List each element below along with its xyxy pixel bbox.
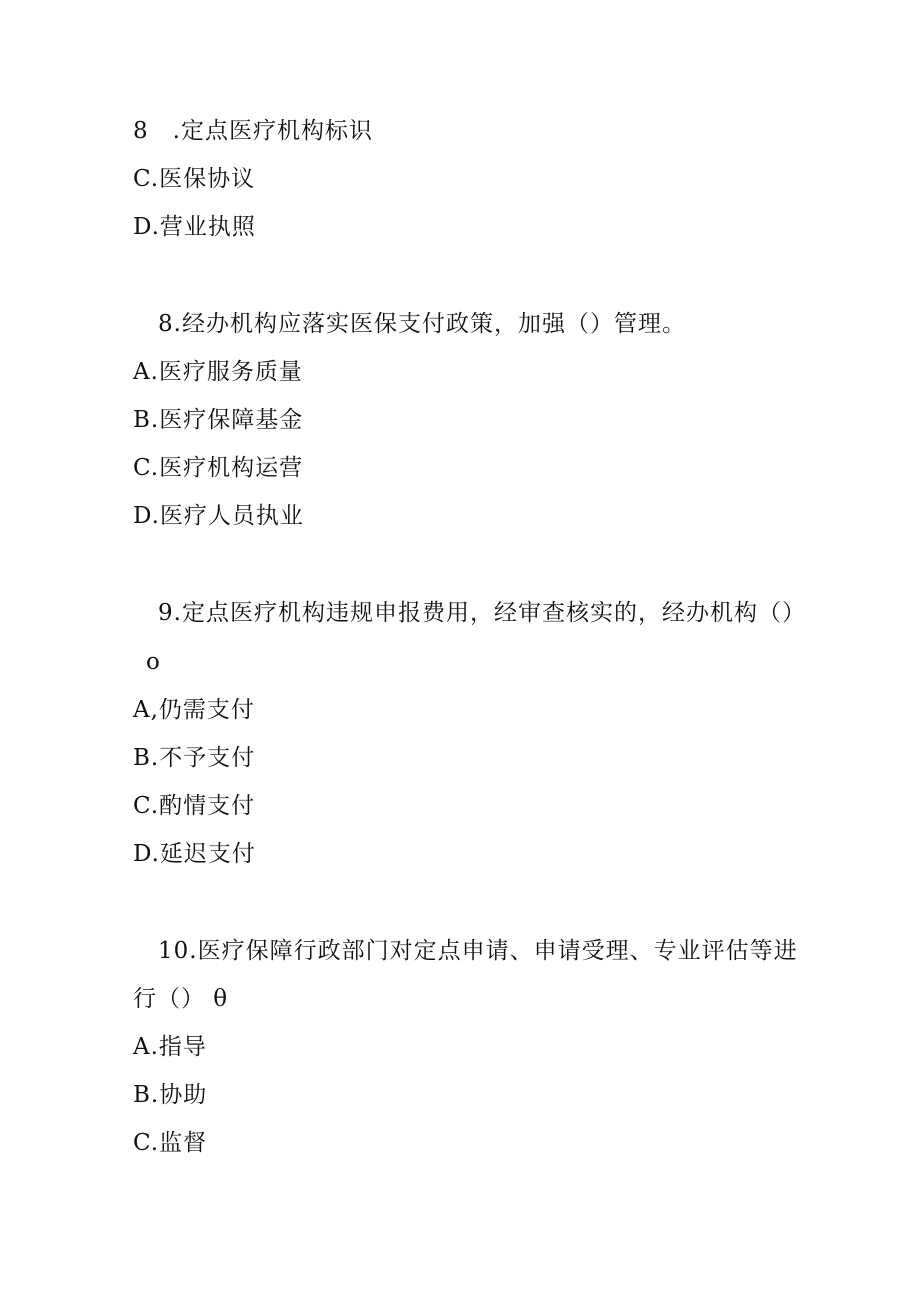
question-10-option-a: A.指导 (133, 1034, 207, 1060)
question-10-stem-continuation: 行（） θ (133, 986, 229, 1012)
question-8-option-b: B.医疗保障基金 (133, 407, 304, 433)
question-10-stem: 10.医疗保障行政部门对定点申请、申请受理、专业评估等进 (158, 938, 798, 964)
question-9-stem-continuation: o (146, 649, 161, 675)
option-c-line: C.医保协议 (133, 166, 256, 192)
question-9-stem: 9.定点医疗机构违规申报费用，经审查核实的，经办机构（） (158, 600, 806, 626)
question-8-option-c: C.医疗机构运营 (133, 455, 304, 481)
question-9-option-c: C.酌情支付 (133, 793, 256, 819)
question-10-option-c: C.监督 (133, 1130, 208, 1156)
option-d-line: D.营业执照 (133, 214, 256, 240)
question-8-stem: 8.经办机构应落实医保支付政策，加强（）管理。 (158, 311, 686, 337)
question-9-option-b: B.不予支付 (133, 745, 256, 771)
question-9-option-a: A,仍需支付 (133, 697, 255, 723)
question-10-option-b: B.协助 (133, 1082, 208, 1108)
option-b-line: 8 .定点医疗机构标识 (133, 118, 373, 144)
question-8-option-d: D.医疗人员执业 (133, 503, 304, 529)
question-8-option-a: A.医疗服务质量 (133, 359, 303, 385)
question-9-option-d: D.延迟支付 (133, 841, 256, 867)
